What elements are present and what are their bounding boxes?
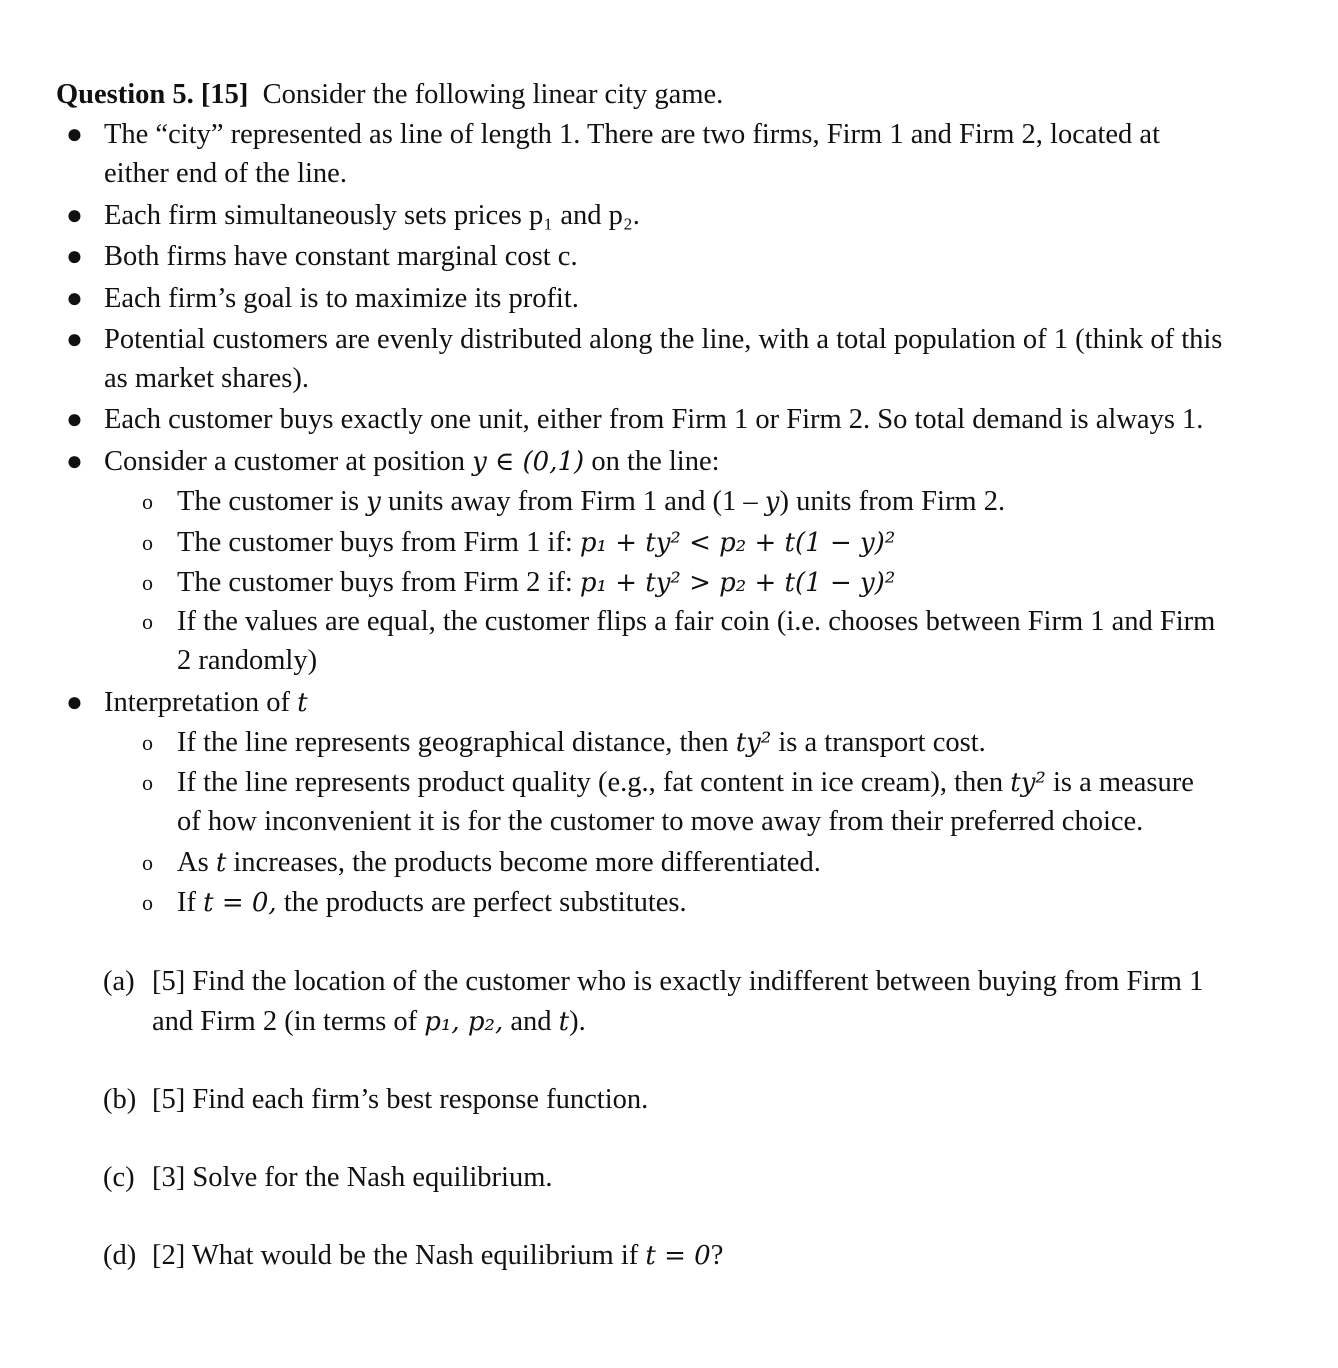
bullet-icon: ● xyxy=(66,687,83,718)
bullet-icon: ● xyxy=(66,324,83,355)
sub-bullet-buy-firm2 xyxy=(177,565,895,601)
part-a-label: (a) xyxy=(103,966,135,997)
differentiated-t: t xyxy=(215,848,227,878)
part-a-line2 xyxy=(152,1004,586,1040)
question-intro: Consider the following linear city game. xyxy=(262,79,724,110)
part-d-suffix: ? xyxy=(710,1240,724,1271)
bullet-goal: Each firm’s goal is to maximize its profit. xyxy=(104,283,579,314)
distance-mid: units away from Firm 1 and (1 – xyxy=(388,486,758,517)
interpretation-t: t xyxy=(297,688,308,718)
consider-text: Consider a customer at position xyxy=(104,446,465,477)
part-a-prices: p₁, p₂, xyxy=(424,1007,504,1037)
sub-bullet-icon: o xyxy=(142,570,153,595)
buy-firm2-math: p₁ + ty² > p₂ + t(1 − y)² xyxy=(579,568,896,598)
position-math: y ∈ (0,1) xyxy=(472,447,585,477)
sub-bullet-buy-firm1 xyxy=(177,525,895,561)
bullet-customers-line1: Potential customers are evenly distributed along the line, with a total population of 1 (think of this xyxy=(104,324,1223,355)
part-b-text: [5] Find each firm’s best response function. xyxy=(152,1084,649,1115)
bullet-demand: Each customer buys exactly one unit, either from Firm 1 or Firm 2. So total demand is always 1. xyxy=(104,404,1204,435)
geography-text: If the line represents geographical distance, then xyxy=(177,727,729,758)
sub-bullet-icon: o xyxy=(142,890,153,915)
sub-bullet-coin-line1: If the values are equal, the customer flips a fair coin (i.e. chooses between Firm 1 and Firm xyxy=(177,606,1216,637)
part-a-text: and Firm 2 (in terms of xyxy=(152,1006,418,1037)
bullet-city-line1: The “city” represented as line of length 1. There are two firms, Firm 1 and Firm 2, located at xyxy=(104,119,1161,150)
sub-bullet-icon: o xyxy=(142,850,153,875)
sub-bullet-icon: o xyxy=(142,730,153,755)
part-d-text: [2] What would be the Nash equilibrium if xyxy=(152,1240,639,1271)
part-a-t: t xyxy=(558,1007,570,1037)
quality-math: ty² xyxy=(1010,768,1046,798)
sub-bullet-differentiated xyxy=(177,845,821,881)
sub-bullet-quality-line1 xyxy=(177,765,1194,801)
distance-y: y xyxy=(366,487,381,517)
part-a-line1: [5] Find the location of the customer who is exactly indifferent between buying from Firm 1 xyxy=(152,966,1204,997)
bullet-interpretation xyxy=(104,685,308,721)
bullet-icon: ● xyxy=(66,119,83,150)
part-c-label: (c) xyxy=(103,1162,135,1193)
bullet-city-line2: either end of the line. xyxy=(104,158,347,189)
geography-suffix: is a transport cost. xyxy=(778,727,986,758)
bullet-prices: Each firm simultaneously sets prices p₁ and p₂. xyxy=(104,200,640,231)
consider-suffix: on the line: xyxy=(591,446,720,477)
substitutes-suffix: the products are perfect substitutes. xyxy=(283,887,687,918)
part-c-text: [3] Solve for the Nash equilibrium. xyxy=(152,1162,553,1193)
bullet-icon: ● xyxy=(66,404,83,435)
quality-text: If the line represents product quality (e.g., fat content in ice cream), then xyxy=(177,767,1004,798)
bullet-consider-customer xyxy=(104,444,720,480)
bullet-icon: ● xyxy=(66,283,83,314)
interpretation-text: Interpretation of xyxy=(104,687,290,718)
bullet-marginal-cost: Both firms have constant marginal cost c. xyxy=(104,241,578,272)
bullet-icon: ● xyxy=(66,241,83,272)
part-d-line xyxy=(152,1238,723,1274)
part-a-and: and xyxy=(510,1006,552,1037)
differentiated-text: As xyxy=(177,847,209,878)
sub-bullet-substitutes xyxy=(177,885,687,921)
sub-bullet-quality-line2: of how inconvenient it is for the customer to move away from their preferred choice. xyxy=(177,806,1144,837)
quality-suffix: is a measure xyxy=(1052,767,1194,798)
part-d-label: (d) xyxy=(103,1240,137,1271)
buy-firm1-math: p₁ + ty² < p₂ + t(1 − y)² xyxy=(579,528,896,558)
geography-math: ty² xyxy=(735,728,772,758)
part-b-label: (b) xyxy=(103,1084,137,1115)
distance-text: The customer is xyxy=(177,486,360,517)
substitutes-math: t = 0, xyxy=(203,888,277,918)
bullet-icon: ● xyxy=(66,200,83,231)
distance-y2: y xyxy=(764,487,780,517)
differentiated-suffix: increases, the products become more differentiated. xyxy=(233,847,821,878)
part-d-math: t = 0 xyxy=(645,1241,711,1271)
sub-bullet-geography xyxy=(177,725,986,761)
sub-bullet-icon: o xyxy=(142,489,153,514)
distance-suffix: ) units from Firm 2. xyxy=(779,486,1006,517)
part-a-suffix: ). xyxy=(569,1006,586,1037)
sub-bullet-distance xyxy=(177,484,1005,520)
substitutes-text: If xyxy=(177,887,196,918)
sub-bullet-icon: o xyxy=(142,609,153,634)
buy-firm1-text: The customer buys from Firm 1 if: xyxy=(177,527,573,558)
bullet-icon: ● xyxy=(66,446,83,477)
question-label: Question 5. [15] xyxy=(56,79,249,110)
bullet-customers-line2: as market shares). xyxy=(104,363,309,394)
question-heading xyxy=(56,77,723,113)
sub-bullet-icon: o xyxy=(142,530,153,555)
sub-bullet-icon: o xyxy=(142,770,153,795)
sub-bullet-coin-line2: 2 randomly) xyxy=(177,645,318,676)
buy-firm2-text: The customer buys from Firm 2 if: xyxy=(177,567,573,598)
